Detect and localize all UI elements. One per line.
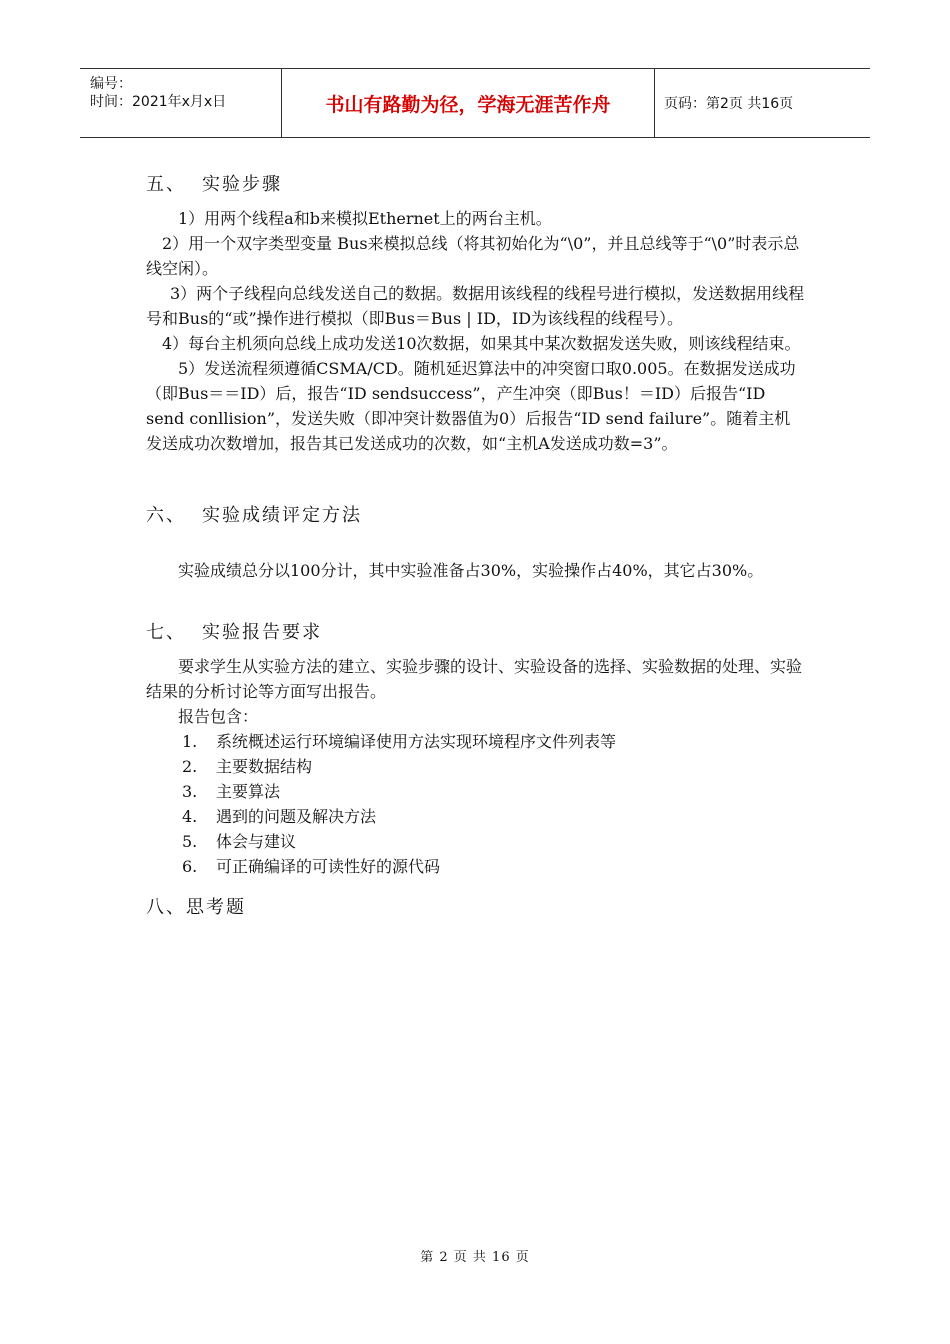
grading-text: 实验成绩总分以100分计，其中实验准备占30%，实验操作占40%，其它占30%。 <box>178 561 764 580</box>
page-label: 页码：第2页 共16页 <box>664 96 794 112</box>
step-2: 2）用一个双字类型变量 Bus来模拟总线（将其初始化为“\0”，并且总线等于“\0”时表示总线空闲）。 <box>146 234 800 278</box>
report-includes-label: 报告包含： <box>178 707 259 726</box>
page-footer: 第 2 页 共 16 页 <box>420 1250 530 1265</box>
motto: 书山有路勤为径，学海无涯苦作舟 <box>282 69 655 137</box>
time-label: 时间：2021年x月x日 <box>90 94 227 110</box>
section-5-heading <box>146 170 806 196</box>
number-label: 编号： <box>90 76 132 92</box>
document-body <box>146 170 806 919</box>
section-6-heading <box>146 501 806 527</box>
step-5: 5）发送流程须遵循CSMA/CD。随机延迟算法中的冲突窗口取0.005。在数据发送成功（即Bus＝＝ID）后，报告“ID sendsuccess”，产生冲突（即Bus！＝ID）后报告“ID send conllision”，发送失败（即冲突计数器值为0）后报告“ID send failure”。随着主机发送成功次数增加，报告其已发送成功的次数，如“主机A发送成功数=3”。 <box>146 359 796 453</box>
section-5-title: 实验步骤 <box>202 174 282 195</box>
section-5-number: 五、 <box>146 174 186 195</box>
section-7-heading <box>146 618 806 644</box>
section-7-number: 七、 <box>146 622 186 643</box>
step-1: 1）用两个线程a和b来模拟Ethernet上的两台主机。 <box>178 209 552 228</box>
list-item: 2. 主要数据结构 <box>182 757 313 776</box>
list-item: 4. 遇到的问题及解决方法 <box>182 807 377 826</box>
list-item: 5. 体会与建议 <box>182 832 297 851</box>
list-item: 6. 可正确编译的可读性好的源代码 <box>182 857 441 876</box>
section-6-title: 实验成绩评定方法 <box>202 505 362 526</box>
report-requirements: 要求学生从实验方法的建立、实验步骤的设计、实验设备的选择、实验数据的处理、实验结果的分析讨论等方面写出报告。 <box>146 657 803 701</box>
header-table <box>80 68 870 138</box>
section-8-heading: 八、思考题 <box>146 897 246 918</box>
list-item: 3. 主要算法 <box>182 782 281 801</box>
step-4: 4）每台主机须向总线上成功发送10次数据，如果其中某次数据发送失败，则该线程结束。 <box>162 334 801 353</box>
list-item: 1. 系统概述运行环境编译使用方法实现环境程序文件列表等 <box>182 732 617 751</box>
section-7-title: 实验报告要求 <box>202 622 322 643</box>
step-3: 3）两个子线程向总线发送自己的数据。数据用该线程的线程号进行模拟，发送数据用线程号和Bus的“或”操作进行模拟（即Bus＝Bus | ID，ID为该线程的线程号）。 <box>146 284 805 328</box>
section-6-number: 六、 <box>146 505 186 526</box>
header-info-cell <box>80 69 282 137</box>
